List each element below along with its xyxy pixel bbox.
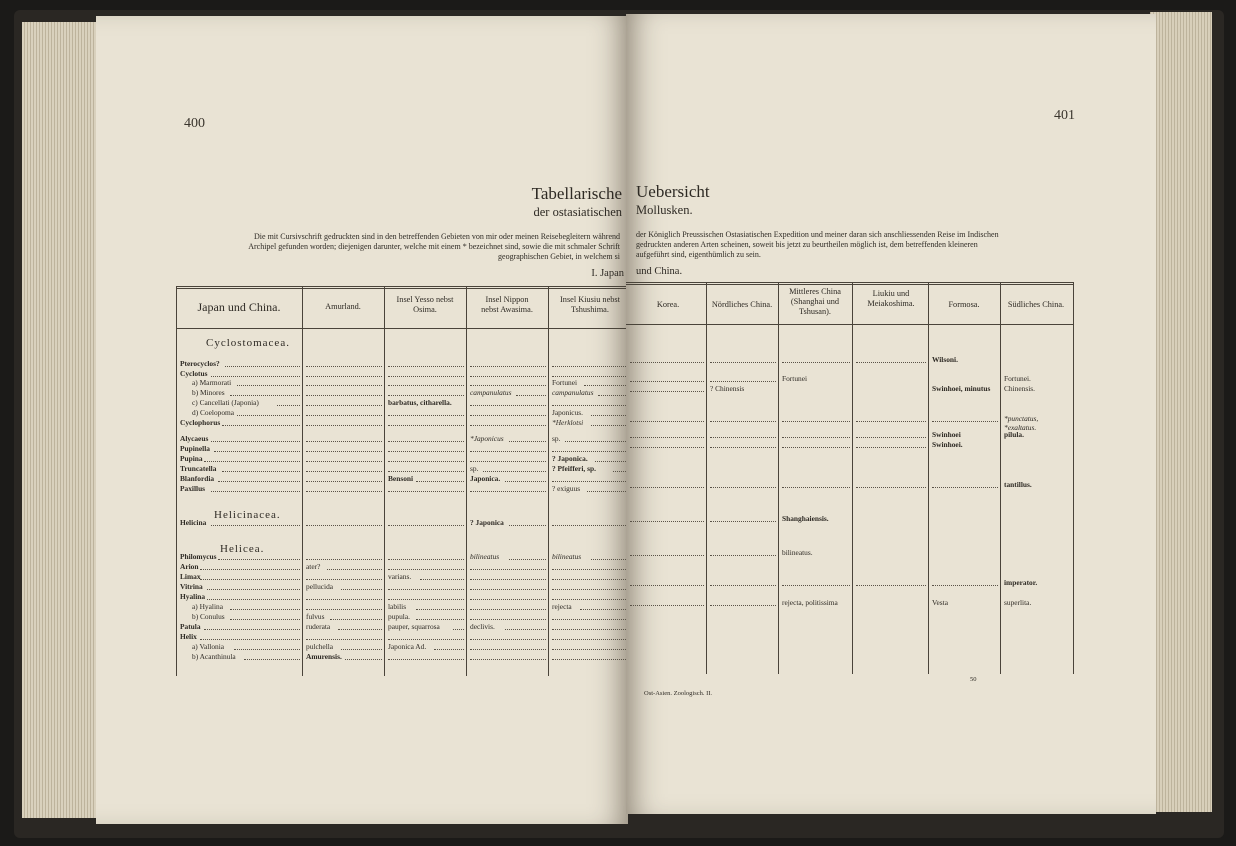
leader-dots [207,589,300,590]
leader-dots [230,395,300,396]
cell-kiusiu: ? Pfeifferi, sp. [552,464,596,473]
leader-dots [237,415,300,416]
leader-dots [932,487,998,488]
leader-dots [306,366,382,367]
intro-text-right [636,230,1136,261]
leader-dots [552,599,628,600]
leader-dots [856,437,926,438]
cell-formosa: Wilsoni. [932,355,958,364]
leader-dots [856,447,926,448]
leader-dots [211,491,300,492]
species-genus-name: Limax [180,572,201,581]
leader-dots [207,599,300,600]
cell-nippon: ? Japonica [470,518,504,527]
leader-dots [388,525,464,526]
species-genus-name: Pterocyclos? [180,359,220,368]
cell-sued: pilula. [1004,430,1024,439]
leader-dots [470,579,546,580]
leader-dots [630,421,704,422]
leader-dots [630,585,704,586]
cell-amur: pellucida [306,582,334,591]
cell-kiusiu: rejecta [552,602,572,611]
intro-text-left [96,232,620,263]
leader-dots [470,415,546,416]
leader-dots [230,619,300,620]
cell-mittleres: Shanghaiensis. [782,514,829,523]
section-heading-right: und China. [636,266,683,277]
table-rule [1000,282,1001,674]
cell-kiusiu: Japonicus. [552,408,583,417]
column-header: Insel Yesso nebst Osima. [396,295,454,314]
table-rule [548,286,549,676]
right-page [626,14,1156,814]
leader-dots [222,471,300,472]
leader-dots [470,609,546,610]
leader-dots [341,649,382,650]
leader-dots [470,451,546,452]
leader-dots [200,579,300,580]
leader-dots [470,659,546,660]
page-edges-right [1150,12,1212,812]
table-subtitle-right: Mollusken. [636,203,693,217]
species-genus-name: Cyclotus [180,369,208,378]
cell-nippon: campanulatus [470,388,512,397]
leader-dots [388,376,464,377]
cell-kiusiu: ? Japonica. [552,454,588,463]
leader-dots [552,481,628,482]
leader-dots [630,605,704,606]
species-genus-name: Paxillus [180,484,206,493]
cell-kiusiu: Fortunei [552,378,578,387]
table-rule [852,282,853,674]
leader-dots [388,491,464,492]
leader-dots [388,395,464,396]
cell-yesso: pupula. [388,612,410,621]
cell-nippon: Japonica. [470,474,501,483]
leader-dots [388,366,464,367]
leader-dots [244,659,300,660]
cell-noerdl: ? Chinensis [710,384,745,393]
leader-dots [388,569,464,570]
leader-dots [338,629,382,630]
table-rule [466,286,467,676]
leader-dots [388,471,464,472]
cell-mittleres: rejecta, politissima [782,598,838,607]
species-genus-name: Cyclophorus [180,418,221,427]
column-header: Südliches China. [1007,300,1065,309]
column-header: Japan und China. [197,300,281,314]
leader-dots [470,385,546,386]
column-header: Insel Nippon nebst Awasima. [481,295,533,314]
leader-dots [388,441,464,442]
leader-dots [552,376,628,377]
leader-dots [552,629,628,630]
leader-dots [630,391,704,392]
leader-dots [470,639,546,640]
cell-sued: Fortunei. [1004,374,1031,383]
leader-dots [277,405,300,406]
leader-dots [630,362,704,363]
cell-sued: tantillus. [1004,480,1032,489]
cell-amur: pulchella [306,642,334,651]
species-genus-name: Helix [180,632,197,641]
leader-dots [345,659,382,660]
leader-dots [591,559,628,560]
leader-dots [710,521,776,522]
leader-dots [306,481,382,482]
leader-dots [306,525,382,526]
leader-dots [306,385,382,386]
leader-dots [470,599,546,600]
leader-dots [470,461,546,462]
leader-dots [470,569,546,570]
species-genus-name: b) Minores [192,388,225,397]
cell-kiusiu: campanulatus [552,388,594,397]
leader-dots [330,619,382,620]
leader-dots [710,605,776,606]
leader-dots [218,481,300,482]
leader-dots [856,585,926,586]
group-heading: Helicinacea. [214,509,281,521]
table-rule [1073,282,1074,674]
left-page [96,16,628,824]
table-subtitle-left: der ostasiatischen [533,205,622,219]
cell-formosa: Swinhoei. [932,440,963,449]
leader-dots [306,609,382,610]
leader-dots [587,491,628,492]
leader-dots [552,659,628,660]
leader-dots [552,649,628,650]
leader-dots [225,366,300,367]
leader-dots [710,421,776,422]
leader-dots [710,447,776,448]
leader-dots [591,415,628,416]
leader-dots [388,385,464,386]
leader-dots [630,555,704,556]
leader-dots [782,585,850,586]
leader-dots [416,481,464,482]
leader-dots [388,559,464,560]
species-genus-name: Philomycus [180,552,217,561]
cell-amur: ater? [306,562,321,571]
species-genus-name: d) Coelopoma [192,408,235,417]
leader-dots [470,491,546,492]
leader-dots [552,525,628,526]
leader-dots [306,415,382,416]
leader-dots [388,451,464,452]
cell-amur: ruderata [306,622,331,631]
group-heading: Helicea. [220,543,265,555]
leader-dots [932,421,998,422]
leader-dots [222,425,300,426]
page-number-right: 401 [1054,108,1075,123]
leader-dots [388,659,464,660]
intro-line: Archipel gefunden worden; diejenigen darunter, welche mit einem * bezeichnet sind, sowie die mit schmaler Schrift [248,242,620,252]
cell-amur: Amurensis. [306,652,342,661]
column-header: Liukiu und Meiakoshima. [867,289,915,308]
species-genus-name: Pupina [180,454,203,463]
leader-dots [306,491,382,492]
leader-dots [453,629,464,630]
leader-dots [388,599,464,600]
leader-dots [234,649,300,650]
leader-dots [306,471,382,472]
species-genus-name: Pupinella [180,444,210,453]
leader-dots [552,589,628,590]
species-genus-name: Hyalina [180,592,206,601]
section-heading-left: I. Japan [591,268,624,279]
leader-dots [306,405,382,406]
leader-dots [552,569,628,570]
table-rule [384,286,385,676]
leader-dots [306,579,382,580]
cell-yesso: barbatus, citharella. [388,398,452,407]
cell-kiusiu: *Herklotsi [552,418,584,427]
cell-mittleres: bilineatus. [782,548,813,557]
cell-formosa: Swinhoei, minutus [932,384,991,393]
leader-dots [782,437,850,438]
species-genus-name: Patula [180,622,201,631]
table-rule [778,282,779,674]
leader-dots [552,579,628,580]
cell-formosa: Vesta [932,598,949,607]
leader-dots [211,525,300,526]
leader-dots [552,619,628,620]
leader-dots [327,569,383,570]
leader-dots [595,461,628,462]
footer-signature: Ost-Asien. Zoologisch. II. [644,690,713,697]
leader-dots [509,441,546,442]
cell-yesso: Bensoni [388,474,414,483]
leader-dots [306,376,382,377]
leader-dots [552,639,628,640]
intro-line: gedruckten anderen Arten scheinen, soweit bis jetzt zu beurtheilen möglich ist, dem betreffenden kleineren [636,240,978,250]
species-genus-name: a) Hyalina [192,602,223,611]
leader-dots [470,376,546,377]
leader-dots [470,619,546,620]
cell-yesso: pauper, squarrosa [388,622,440,631]
page-edges-left [22,22,100,818]
species-genus-name: Helicina [180,518,207,527]
cell-formosa: Swinhoei [932,430,961,439]
leader-dots [710,437,776,438]
column-header: Nördliches China. [711,300,773,309]
leader-dots [470,425,546,426]
leader-dots [306,395,382,396]
cell-sued: Chinensis. [1004,384,1036,393]
cell-kiusiu: sp. [552,434,561,443]
intro-line: aufgeführt sind, eigenthümlich zu sein. [636,250,761,260]
leader-dots [856,487,926,488]
table-title-left: Tabellarische [531,184,622,203]
leader-dots [218,559,300,560]
species-genus-name: b) Acanthinula [192,652,236,661]
cell-yesso: varians. [388,572,412,581]
species-genus-name: Alycaeus [180,434,209,443]
leader-dots [420,579,464,580]
leader-dots [710,585,776,586]
column-header: Korea. [656,300,680,309]
leader-dots [388,415,464,416]
leader-dots [306,559,382,560]
species-genus-name: Arion [180,562,199,571]
species-genus-name: Vitrina [180,582,203,591]
species-genus-name: c) Cancellati (Japonia) [192,398,259,407]
leader-dots [306,461,382,462]
leader-dots [630,521,704,522]
table-rule [176,286,177,676]
leader-dots [211,376,300,377]
leader-dots [932,585,998,586]
leader-dots [505,629,546,630]
table-rule [176,288,628,289]
cell-nippon: declivis. [470,622,495,631]
table-rule [626,324,1074,325]
species-genus-name: a) Vallonia [192,642,225,651]
leader-dots [509,559,546,560]
species-genus-name: Blanfordia [180,474,215,483]
leader-dots [211,441,300,442]
cell-yesso: labilis [388,602,407,611]
leader-dots [516,395,546,396]
table-rule [706,282,707,674]
leader-dots [200,639,300,640]
leader-dots [630,487,704,488]
leader-dots [416,609,464,610]
cell-nippon: *Japonicus [470,434,504,443]
table-title-right: Uebersicht [636,182,710,201]
intro-line: geographischen Gebiet, in welchem si [498,252,620,262]
species-genus-name: a) Marmorati [192,378,232,387]
leader-dots [552,451,628,452]
table-rule [176,328,628,329]
leader-dots [306,599,382,600]
leader-dots [856,421,926,422]
leader-dots [710,362,776,363]
leader-dots [388,425,464,426]
leader-dots [856,362,926,363]
leader-dots [214,451,300,452]
leader-dots [388,461,464,462]
table-rule [626,282,1074,283]
leader-dots [306,639,382,640]
leader-dots [505,481,546,482]
leader-dots [591,425,628,426]
leader-dots [470,405,546,406]
leader-dots [230,609,300,610]
leader-dots [580,609,628,610]
cell-kiusiu: ? exiguus [552,484,581,493]
leader-dots [584,385,628,386]
leader-dots [710,487,776,488]
intro-line: Die mit Cursivschrift gedruckten sind in den betreffenden Gebieten von mir oder meinen Reisebegleitern während [254,232,620,241]
footer-sheet-number: 50 [970,676,977,683]
column-header: Amurland. [325,302,361,311]
cell-nippon: sp. [470,464,479,473]
cell-sued: *punctatus, *exaltatus. [1004,414,1039,432]
leader-dots [306,441,382,442]
leader-dots [782,487,850,488]
leader-dots [388,589,464,590]
cell-amur: fulvus [306,612,325,621]
leader-dots [630,437,704,438]
cell-sued: superlita. [1004,598,1032,607]
leader-dots [552,366,628,367]
leader-dots [565,441,628,442]
leader-dots [470,649,546,650]
cell-nippon: bilineatus [470,552,500,561]
leader-dots [598,395,628,396]
column-header: Mittleres China (Shanghai und Tshusan). [789,287,841,316]
leader-dots [710,555,776,556]
species-genus-name: Truncatella [180,464,217,473]
leader-dots [341,589,382,590]
leader-dots [434,649,464,650]
column-header: Insel Kiusiu nebst Tshushima. [560,295,620,314]
leader-dots [470,589,546,590]
group-heading: Cyclostomacea. [206,337,290,349]
page-number-left: 400 [184,116,205,131]
leader-dots [630,381,704,382]
column-header: Formosa. [948,300,980,309]
leader-dots [204,629,300,630]
leader-dots [552,405,628,406]
cell-yesso: Japonica Ad. [388,642,427,651]
leader-dots [204,461,300,462]
species-genus-name: b) Conulus [192,612,225,621]
leader-dots [782,447,850,448]
table-rule [928,282,929,674]
intro-line: der Königlich Preussischen Ostasiatischen Expedition und meiner daran sich anschliessenden Reise im Indischen [636,230,999,239]
leader-dots [237,385,300,386]
cell-sued: imperator. [1004,578,1038,587]
leader-dots [483,471,546,472]
table-rule [626,284,1074,285]
leader-dots [306,451,382,452]
leader-dots [782,362,850,363]
leader-dots [782,421,850,422]
leader-dots [416,619,464,620]
leader-dots [388,639,464,640]
leader-dots [630,447,704,448]
leader-dots [200,569,300,570]
leader-dots [509,525,546,526]
leader-dots [710,381,776,382]
table-rule [302,286,303,676]
table-rule [176,286,628,287]
cell-mittleres: Fortunei [782,374,808,383]
cell-kiusiu: bilineatus [552,552,582,561]
leader-dots [306,425,382,426]
leader-dots [470,366,546,367]
